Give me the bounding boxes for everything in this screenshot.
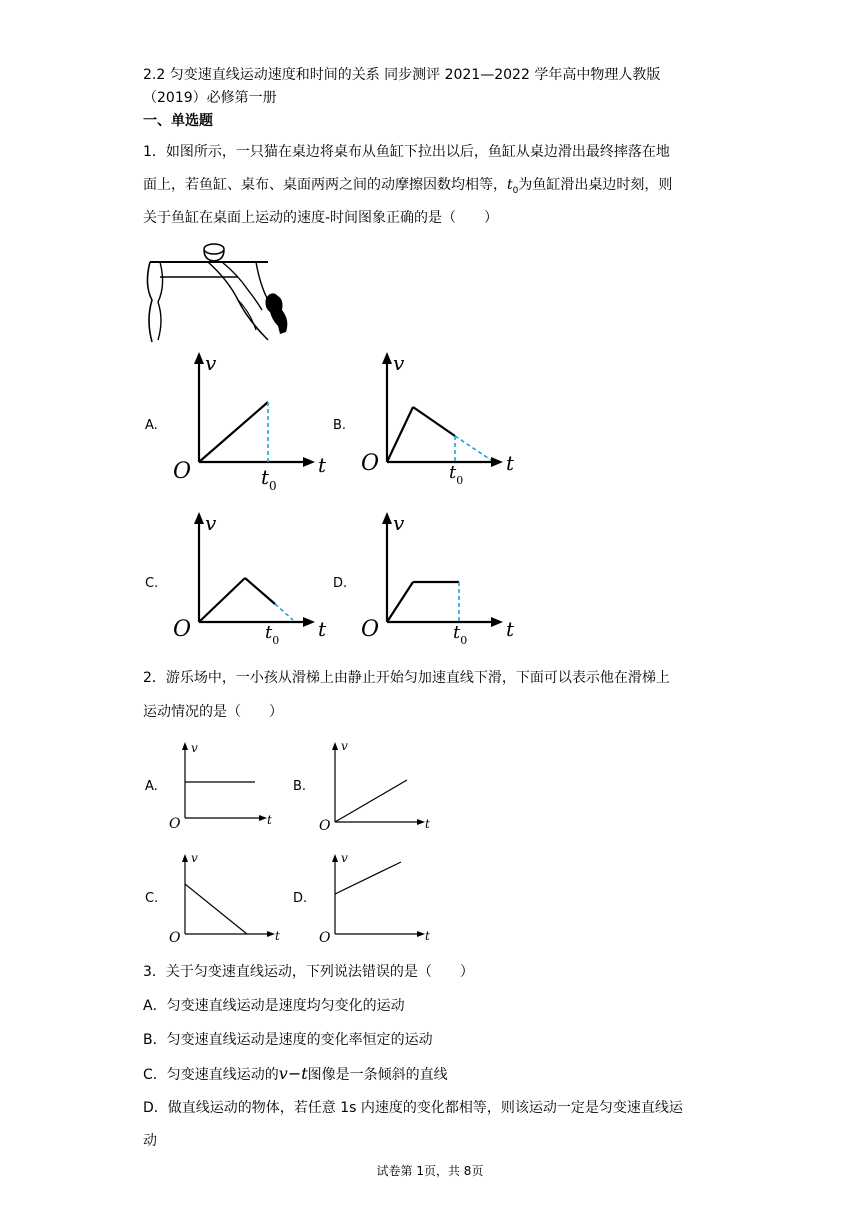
origin-label: O <box>361 451 380 476</box>
v-axis-label: v <box>191 741 198 755</box>
q1-stem-line3: 关于鱼缸在桌面上运动的速度-时间图象正确的是（ ） <box>143 210 499 226</box>
t0-label: $t_0$ <box>453 622 468 647</box>
v-axis-label: v <box>205 351 217 375</box>
v-axis-label: v <box>341 851 348 865</box>
q3-option-d-line2: 动 <box>143 1133 157 1149</box>
q1-option-b-label: B. <box>333 418 347 433</box>
q2-stem-line2: 运动情况的是（ ） <box>143 704 283 720</box>
q1-graph-d <box>353 512 528 652</box>
t-axis-label: t <box>267 813 272 827</box>
document-title-line1: 2.2 匀变速直线运动速度和时间的关系 同步测评 2021—2022 学年高中物理人教版 <box>143 67 661 83</box>
origin-label: O <box>173 617 192 642</box>
origin-label: O <box>319 930 331 946</box>
q1-graph-b <box>353 352 528 492</box>
origin-label: O <box>319 818 331 834</box>
origin-label: O <box>169 930 181 946</box>
q1-stem-line2: 面上，若鱼缸、桌布、桌面两两之间的动摩擦因数均相等，$t_0$为鱼缸滑出桌边时刻，则 <box>143 177 673 196</box>
v-axis-label: v <box>191 851 198 865</box>
t-axis-label: t <box>318 453 327 477</box>
q3-option-a: A．匀变速直线运动是速度均匀变化的运动 <box>143 998 405 1014</box>
q2-stem-line1: 2．游乐场中，一小孩从滑梯上由静止开始匀加速直线下滑，下面可以表示他在滑梯上 <box>143 670 670 686</box>
t-axis-label: t <box>506 451 515 475</box>
origin-label: O <box>361 617 380 642</box>
origin-label: O <box>173 459 192 484</box>
q2-graph-b <box>315 738 435 833</box>
t0-label: $t_0$ <box>449 462 464 487</box>
page-footer: 试卷第 1页，共 8页 <box>376 1164 484 1178</box>
q1-option-d-label: D. <box>333 576 348 591</box>
q3-option-c: C．匀变速直线运动的v−t图像是一条倾斜的直线 <box>143 1064 448 1083</box>
q1-graph-c <box>165 512 340 652</box>
section-title: 一、单选题 <box>143 113 213 129</box>
q2-option-c-label: C. <box>145 891 159 906</box>
t-axis-label: t <box>506 617 515 641</box>
q1-option-c-label: C. <box>145 576 159 591</box>
v-axis-label: v <box>393 511 405 535</box>
origin-label: O <box>169 816 181 832</box>
t0-label: $t_0$ <box>261 465 277 493</box>
t-axis-label: t <box>425 817 430 831</box>
q3-stem: 3．关于匀变速直线运动，下列说法错误的是（ ） <box>143 964 474 980</box>
q2-option-a-label: A. <box>145 779 158 794</box>
v-axis-label: v <box>393 351 405 375</box>
q1-option-a-label: A. <box>145 418 158 433</box>
cat-tablecloth-figure <box>138 240 298 345</box>
t-axis-label: t <box>425 929 430 943</box>
v-axis-label: v <box>205 511 217 535</box>
v-axis-label: v <box>341 739 348 753</box>
t0-label: $t_0$ <box>265 622 280 647</box>
q2-graph-d <box>315 850 435 945</box>
q2-option-d-label: D. <box>293 891 308 906</box>
q2-graph-c <box>165 850 285 945</box>
q1-graph-a <box>165 352 340 492</box>
q3-option-b: B．匀变速直线运动是速度的变化率恒定的运动 <box>143 1032 433 1048</box>
t-axis-label: t <box>275 929 280 943</box>
q1-stem-line1: 1．如图所示，一只猫在桌边将桌布从鱼缸下拉出以后，鱼缸从桌边滑出最终摔落在地 <box>143 144 670 160</box>
t-axis-label: t <box>318 617 327 641</box>
q2-graph-a <box>165 738 285 833</box>
q3-option-d-line1: D．做直线运动的物体，若任意 1s 内速度的变化都相等，则该运动一定是匀变速直线运 <box>143 1100 683 1116</box>
q2-option-b-label: B. <box>293 779 307 794</box>
document-title-line2: （2019）必修第一册 <box>143 90 277 106</box>
